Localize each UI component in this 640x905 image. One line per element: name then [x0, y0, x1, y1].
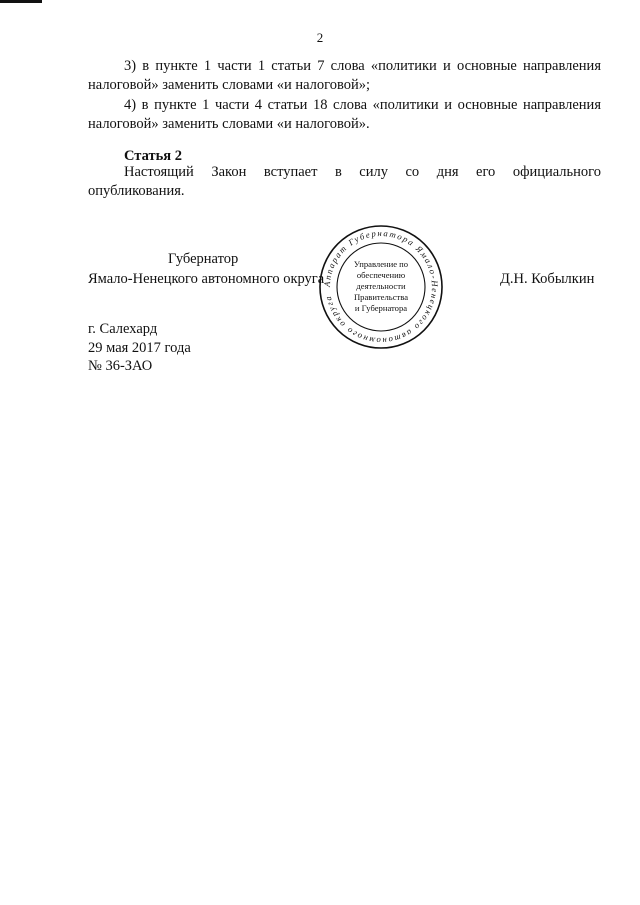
article-body-line-1: Настоящий Закон вступает в силу со дня его официального: [124, 164, 601, 180]
official-seal: [318, 224, 444, 350]
amendment-item-4-line-2: налоговой» заменить словами «и налоговой».: [88, 116, 370, 132]
page-number: 2: [316, 30, 324, 45]
article-body-line-2: опубликования.: [88, 183, 185, 199]
signatory-title: Губернатор: [168, 251, 239, 267]
signing-date: 29 мая 2017 года: [88, 340, 191, 356]
scan-corner-mark: [0, 0, 42, 3]
article-heading: Статья 2: [124, 148, 182, 164]
law-number: № 36-ЗАО: [88, 358, 153, 374]
signatory-region: Ямало-Ненецкого автономного округа: [88, 271, 325, 287]
signatory-name: Д.Н. Кобылкин: [500, 271, 595, 287]
signing-place: г. Салехард: [88, 321, 158, 337]
amendment-item-4: [88, 96, 601, 134]
amendment-item-3-line-2: налоговой» заменить словами «и налоговой»;: [88, 77, 371, 93]
amendment-item-3-line-1: 3) в пункте 1 части 1 статьи 7 слова «политики и основные направления: [124, 58, 601, 74]
seal-center-line-4: Правительства: [353, 292, 409, 302]
seal-center-line-2: обеспечению: [356, 270, 406, 280]
seal-center-text: [354, 259, 408, 313]
article-body: [88, 163, 601, 201]
seal-center-line-5: и Губернатора: [354, 303, 408, 313]
amendment-item-3: [88, 57, 601, 95]
seal-center-line-3: деятельности: [356, 281, 406, 291]
seal-center-line-1: Управление по: [353, 259, 409, 269]
amendment-item-4-line-1: 4) в пункте 1 части 4 статьи 18 слова «политики и основные направления: [124, 97, 601, 113]
seal-ring-text: Аппарат Губернатора Ямало-Ненецкого автономного округа: [321, 227, 441, 347]
